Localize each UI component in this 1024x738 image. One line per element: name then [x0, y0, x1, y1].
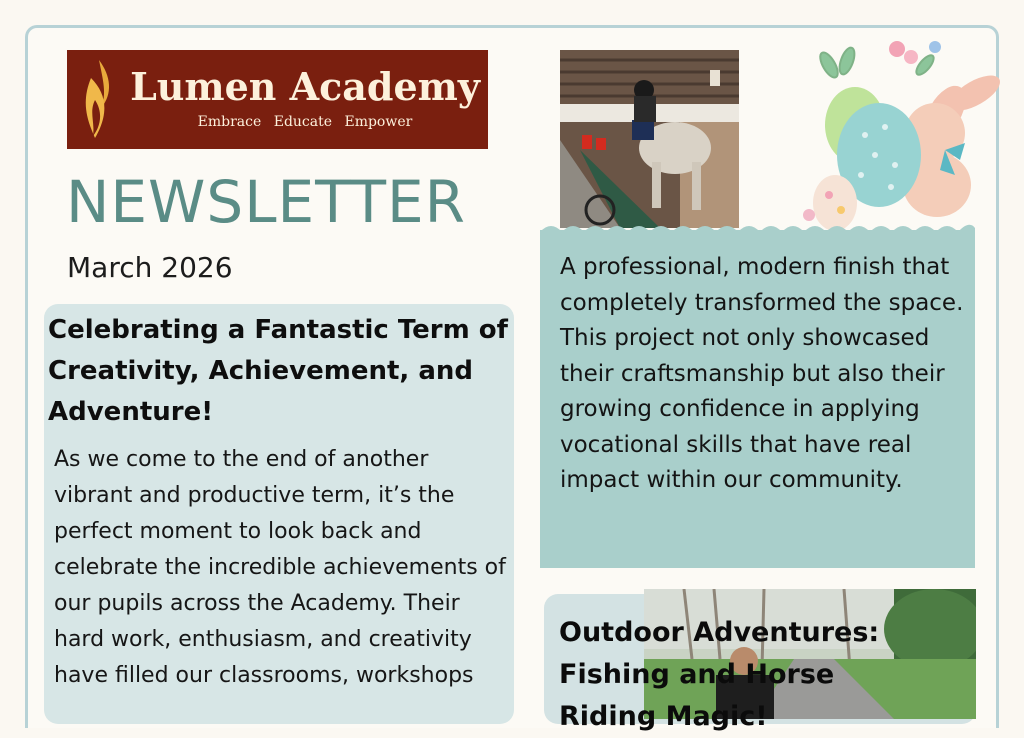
- main-article-heading: Celebrating a Fantastic Term of Creativity, Achievement, and Adventure!: [48, 315, 508, 427]
- flame-icon: [77, 58, 117, 142]
- main-article-body: As we come to the end of another vibrant and productive term, it’s the perfect moment to look back and celebrate the incredible achievements of our pupils across the Academy. Their hard work, enthusiasm, and creativity have filled our classrooms, workshops: [54, 447, 506, 688]
- horse-riding-photo: [560, 50, 739, 228]
- outdoor-article-heading: Outdoor Adventures: Fishing and Horse Riding Magic!: [559, 617, 880, 732]
- wave-edge: [540, 220, 975, 232]
- project-article-body: A professional, modern finish that completely transformed the space. This project not only showcased their craftsmanship but also their growing confidence in applying vocational skills that have real impact within our community.: [560, 254, 964, 493]
- issue-date: March 2026: [67, 251, 233, 284]
- academy-tagline: Embrace Educate Empower: [197, 114, 413, 130]
- academy-logo: [67, 50, 488, 149]
- academy-name: Lumen Academy: [130, 64, 480, 109]
- project-article-card: [540, 230, 975, 568]
- newsletter-title: NEWSLETTER: [66, 168, 466, 236]
- easter-decoration: [795, 35, 1000, 235]
- main-article-card: [44, 304, 514, 724]
